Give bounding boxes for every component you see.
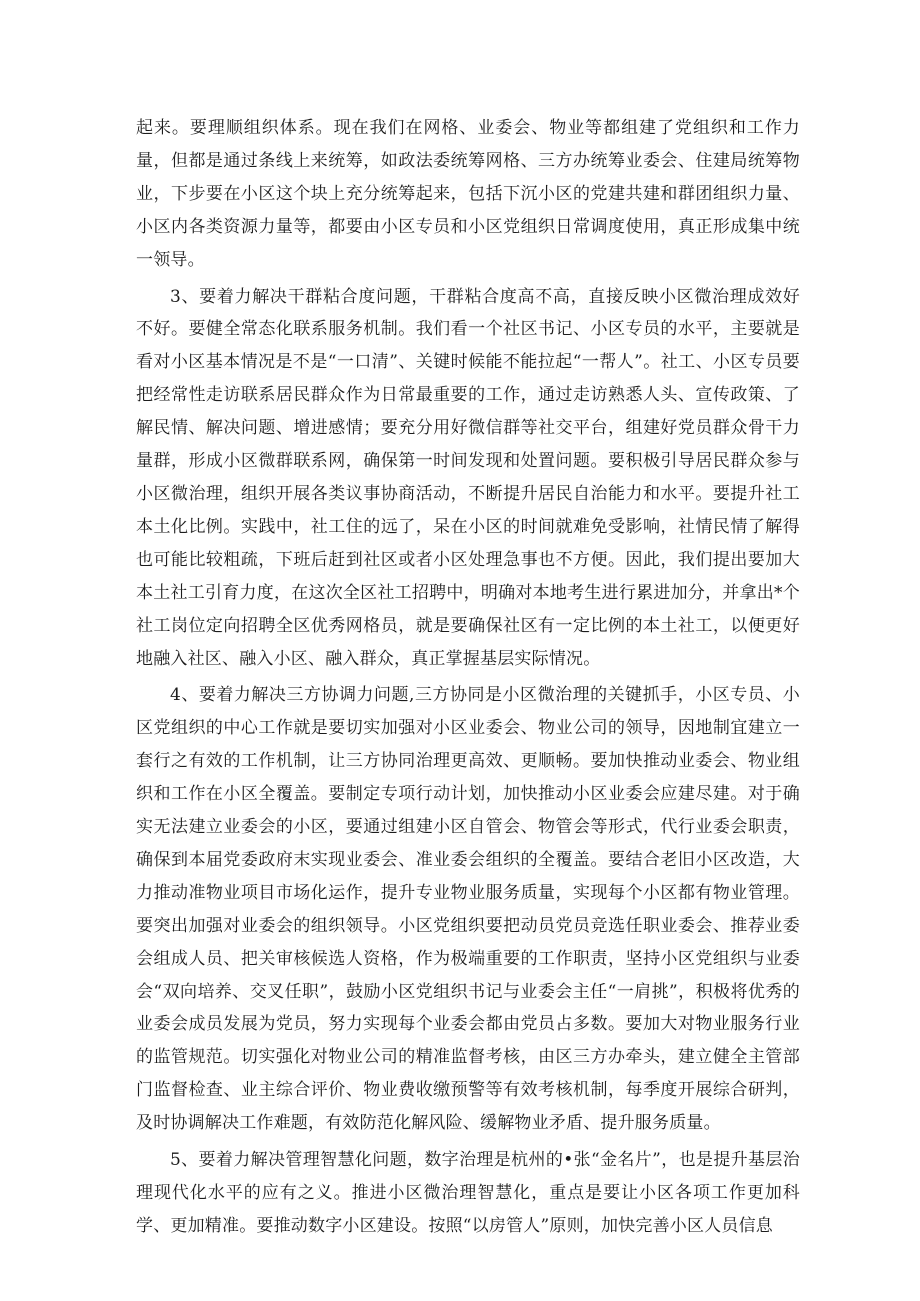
paragraph-continuation: 起来。要理顺组织体系。现在我们在网格、业委会、物业等都组建了党组织和工作力量，但都是通过条线上来统筹，如政法委统筹网格、三方办统筹业委会、住建局统筹物业，下步要在小区这个块上充分统筹起来，包括下沉小区的党建共建和群团组织力量、小区内各类资源力量等，都要由小区专员和小区党组织日常调度使用，真正形成集中统一领导。 <box>136 118 800 270</box>
paragraph-item-4: 4、要着力解决三方协调力问题,三方协同是小区微治理的关键抓手，小区专员、小区党组织的中心工作就是要切实加强对小区业委会、物业公司的领导，因地制宜建立一套行之有效的工作机制，让三方协同治理更高效、更顺畅。要加快推动业委会、物业组织和工作在小区全覆盖。要制定专项行动计划，加快推动小区业委会应建尽建。对于确实无法建立业委会的小区，要通过组建小区自管会、物管会等形式，代行业委会职责，确保到本届党委政府末实现业委会、准业委会组织的全覆盖。要结合老旧小区改造，大力推动准物业项目市场化运作，提升专业物业服务质量，实现每个小区都有物业管理。要突出加强对业委会的组织领导。小区党组织要把动员党员竞选任职业委会、推荐业委会组成人员、把关审核候选人资格，作为极端重要的工作职责，坚持小区党组织与业委会“双向培养、交叉任职”，鼓励小区党组织书记与业委会主任“一肩挑”，积极将优秀的业委会成员发展为党员，努力实现每个业委会都由党员占多数。要加大对物业服务行业的监管规范。切实强化对物业公司的精准监督考核，由区三方办牵头，建立健全主管部门监督检查、业主综合评价、物业费收缴预警等有效考核机制，每季度开展综合研判，及时协调解决工作难题，有效防范化解风险、缓解物业矛盾、提升服务质量。 <box>136 685 800 1134</box>
paragraph-item-5: 5、要着力解决管理智慧化问题，数字治理是杭州的•张“金名片”，也是提升基层治理现代化水平的应有之义。推进小区微治理智慧化，重点是要让小区各项工作更加科学、更加精准。要推动数字小区建设。按照“以房管人”原则，加快完善小区人员信息 <box>136 1150 800 1236</box>
paragraph-item-3: 3、要着力解决干群粘合度问题，干群粘合度高不高，直接反映小区微治理成效好不好。要健全常态化联系服务机制。我们看一个社区书记、小区专员的水平，主要就是看对小区基本情况是不是“一口清”、关键时候能不能拉起“一帮人”。社工、小区专员要把经常性走访联系居民群众作为日常最重要的工作，通过走访熟悉人头、宣传政策、了解民情、解决问题、增进感情；要充分用好微信群等社交平台，组建好党员群众骨干力量群，形成小区微群联系网，确保第一时间发现和处置问题。要积极引导居民群众参与小区微治理，组织开展各类议事协商活动，不断提升居民自治能力和水平。要提升社工本土化比例。实践中，社工住的远了，呆在小区的时间就难免受影响，社情民情了解得也可能比较粗疏，下班后赶到社区或者小区处理急事也不方便。因此，我们提出要加大本土社工引育力度，在这次全区社工招聘中，明确对本地考生进行累进加分，并拿出*个社工岗位定向招聘全区优秀网格员，就是要确保社区有一定比例的本土社工，以便更好地融入社区、融入小区、融入群众，真正掌握基层实际情况。 <box>136 286 800 669</box>
